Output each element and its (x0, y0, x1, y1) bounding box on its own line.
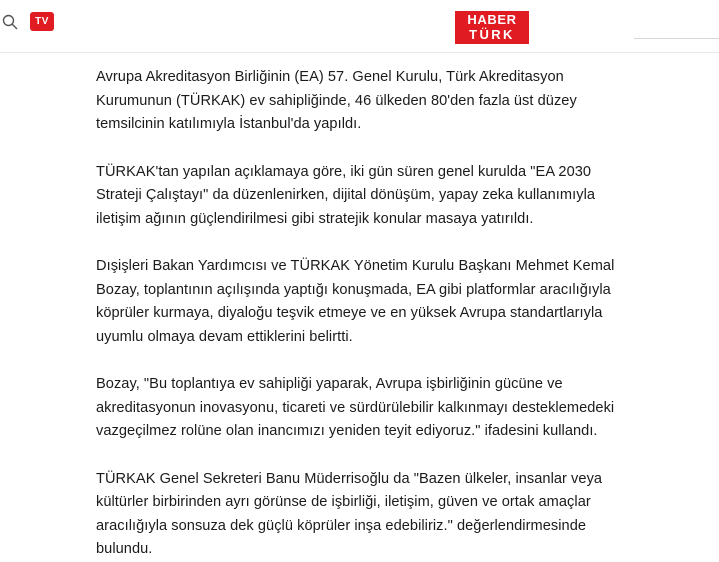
article-body (96, 66, 628, 562)
article-paragraph: Avrupa Akreditasyon Birliğinin (EA) 57. Genel Kurulu, Türk Akreditasyon Kurumunun (TÜRKAK) ev sahipliğinde, 46 ülkeden 80'den fazla üst düzey temsilcinin katılımıyla İstanbul'da yapıldı. (96, 69, 577, 132)
article-paragraph: Dışişleri Bakan Yardımcısı ve TÜRKAK Yönetim Kurulu Başkanı Mehmet Kemal Bozay, toplantının açılışında yaptığı konuşmada, EA gibi platformlar aracılığıyla köprüler kurmaya, diyaloğu teşvik etmeye ve en yüksek Avrupa standartlarıyla uyumlu olmaya devam ettiklerini belirtti. (96, 258, 615, 345)
site-header (0, 0, 719, 53)
article-paragraph: TÜRKAK'tan yapılan açıklamaya göre, iki gün süren genel kurulda "EA 2030 Strateji Çalıştayı" da düzenlenirken, dijital dönüşüm, yapay zeka kullanımıyla iletişim ağının güçlendirilmesi gibi stratejik konular masaya yatırıldı. (96, 163, 596, 227)
site-logo-line1: HABER (467, 12, 517, 27)
article-paragraph: TÜRKAK Genel Sekreteri Banu Müderrisoğlu da "Bazen ülkeler, insanlar veya kültürler birbirinden ayrı görünse de işbirliği, iletişim, güven ve ortak amaçlar aracılığıyla sonsuza dek güçlü köprüler inşa edebiliriz." değerlendirmesinde bulundu. (96, 470, 603, 557)
search-icon[interactable] (2, 14, 18, 30)
page-scroll-gutter[interactable] (713, 53, 719, 481)
tv-badge[interactable]: TV (30, 12, 54, 31)
site-logo-line2: TÜRK (469, 27, 515, 42)
site-logo[interactable] (455, 11, 529, 44)
article-paragraph: Bozay, "Bu toplantıya ev sahipliği yaparak, Avrupa işbirliğinin gücüne ve akreditasyonun inovasyonu, ticareti ve sürdürülebilir kalkınmayı desteklemedeki vazgeçilmez rolüne olan inancımızı yeniden teyit ediyoruz." ifadesini kullandı. (96, 376, 615, 439)
header-divider (634, 38, 719, 39)
